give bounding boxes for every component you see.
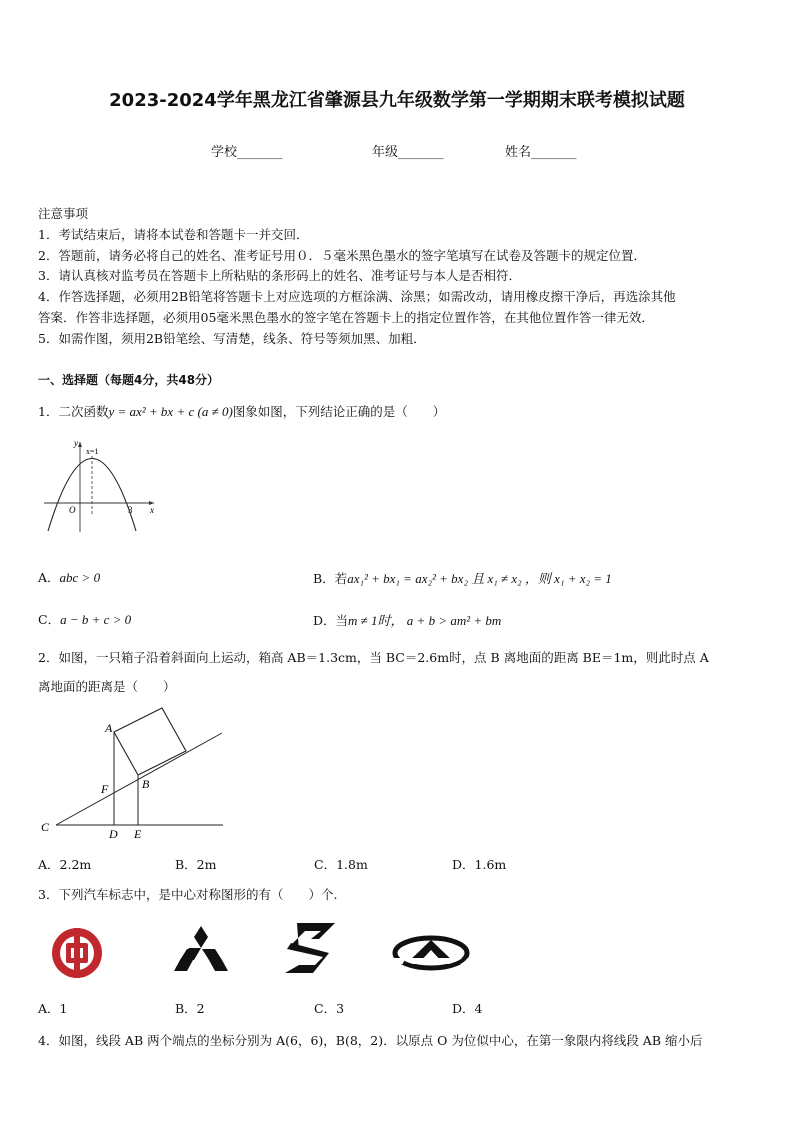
q1-parabola-graph: [38, 436, 162, 536]
q1-option-a: [38, 568, 100, 586]
label-c: C: [41, 820, 50, 834]
option-label: C．: [38, 612, 61, 627]
option-label: B．若: [313, 571, 348, 586]
q3-option-d: D．4: [452, 1001, 483, 1016]
suzuki-logo-icon: [281, 921, 339, 975]
parabola-curve: [48, 459, 136, 532]
q1-suffix: 图象如图，下列结论正确的是（ ）: [232, 404, 446, 419]
school-field: 学校_______: [211, 145, 283, 160]
notice-item: 1．考试结束后，请将本试卷和答题卡一并交回．: [38, 227, 309, 242]
label-e: E: [134, 827, 142, 841]
section-heading: 一、选择题（每题4分，共48分）: [38, 373, 220, 387]
label-a: A: [105, 721, 113, 735]
question-2-line1: 2．如图，一只箱子沿着斜面向上运动，箱高 AB＝1.3cm，当 BC＝2.6m时，点 B 离地面的距离 BE＝1m，则此时点 A: [38, 650, 709, 665]
grade-field: 年级_______: [372, 145, 444, 160]
page-title: 2023-2024学年黑龙江省肇源县九年级数学第一学期期末联考模拟试题: [109, 90, 685, 111]
option-label: D．当: [313, 613, 349, 628]
mitsubishi-logo-icon: [170, 924, 232, 974]
question-3-stem: 3．下列汽车标志中，是中心对称图形的有（ ）个.: [38, 887, 338, 902]
y-axis-arrow: [78, 442, 82, 447]
q2-incline-figure: [38, 700, 228, 842]
label-f: F: [101, 782, 109, 796]
option-text: abc > 0: [59, 570, 101, 585]
label-b: B: [142, 777, 150, 791]
x-label: x: [150, 505, 154, 515]
y-label: y: [74, 438, 78, 448]
option-text: m ≠ 1时， a + b > am² + bm: [348, 613, 502, 628]
q2-option-b: B．2m: [175, 857, 217, 872]
notice-item: 4．作答选择题，必须用2B铅笔将答题卡上对应选项的方框涂满、涂黑；如需改动，请用橡皮擦干净后，再选涂其他: [38, 289, 676, 304]
notice-item: 5．如需作图，须用2B铅笔绘、写清楚，线条、符号等须加黑、加粗．: [38, 331, 426, 346]
q2-option-a: A．2.2m: [38, 857, 92, 872]
question-1-stem: [38, 402, 445, 420]
q1-option-d: [313, 610, 501, 629]
infiniti-logo-icon: [392, 934, 470, 972]
q2-option-d: D．1.6m: [452, 857, 507, 872]
q1-option-b: [313, 568, 612, 587]
origin-label: O: [69, 505, 76, 515]
bank-logo-icon: [46, 925, 108, 981]
option-text: a − b + c > 0: [60, 612, 132, 627]
q3-option-a: A．1: [38, 1001, 68, 1016]
q1-prefix: 1．二次函数: [38, 404, 109, 419]
notice-item: 3．请认真核对监考员在答题卡上所粘贴的条形码上的姓名、准考证号与本人是否相符．: [38, 268, 521, 283]
root-label: 3: [128, 505, 133, 515]
slope-line: [56, 733, 222, 825]
question-2-line2: 离地面的距离是（ ）: [38, 679, 176, 694]
name-field: 姓名_______: [505, 145, 577, 160]
notice-heading: 注意事项: [38, 206, 89, 221]
option-text: ax₁² + bx₁ = ax₂² + bx₂ 且 x₁ ≠ x₂ ，则 x₁ + x₂ = 1: [347, 571, 612, 586]
q1-option-c: [38, 610, 131, 628]
question-4-stem: 4．如图，线段 AB 两个端点的坐标分别为 A(6，6)，B(8，2)．以原点 O 为位似中心，在第一象限内将线段 AB 缩小后: [38, 1033, 703, 1048]
box: [114, 708, 186, 775]
q3-option-b: B．2: [175, 1001, 205, 1016]
notice-item: 答案．作答非选择题，必须用05毫米黑色墨水的签字笔在答题卡上的指定位置作答，在其他位置作答一律无效．: [38, 310, 654, 325]
option-label: A．: [38, 570, 60, 585]
q3-option-c: C．3: [314, 1001, 345, 1016]
label-d: D: [109, 827, 118, 841]
notice-item: 2．答题前，请务必将自己的姓名、准考证号用０．５毫米黑色墨水的签字笔填写在试卷及答题卡的规定位置．: [38, 248, 646, 263]
q1-formula: y = ax² + bx + c (a ≠ 0): [108, 404, 233, 419]
q2-option-c: C．1.8m: [314, 857, 368, 872]
axis-label: x=1: [86, 447, 99, 456]
